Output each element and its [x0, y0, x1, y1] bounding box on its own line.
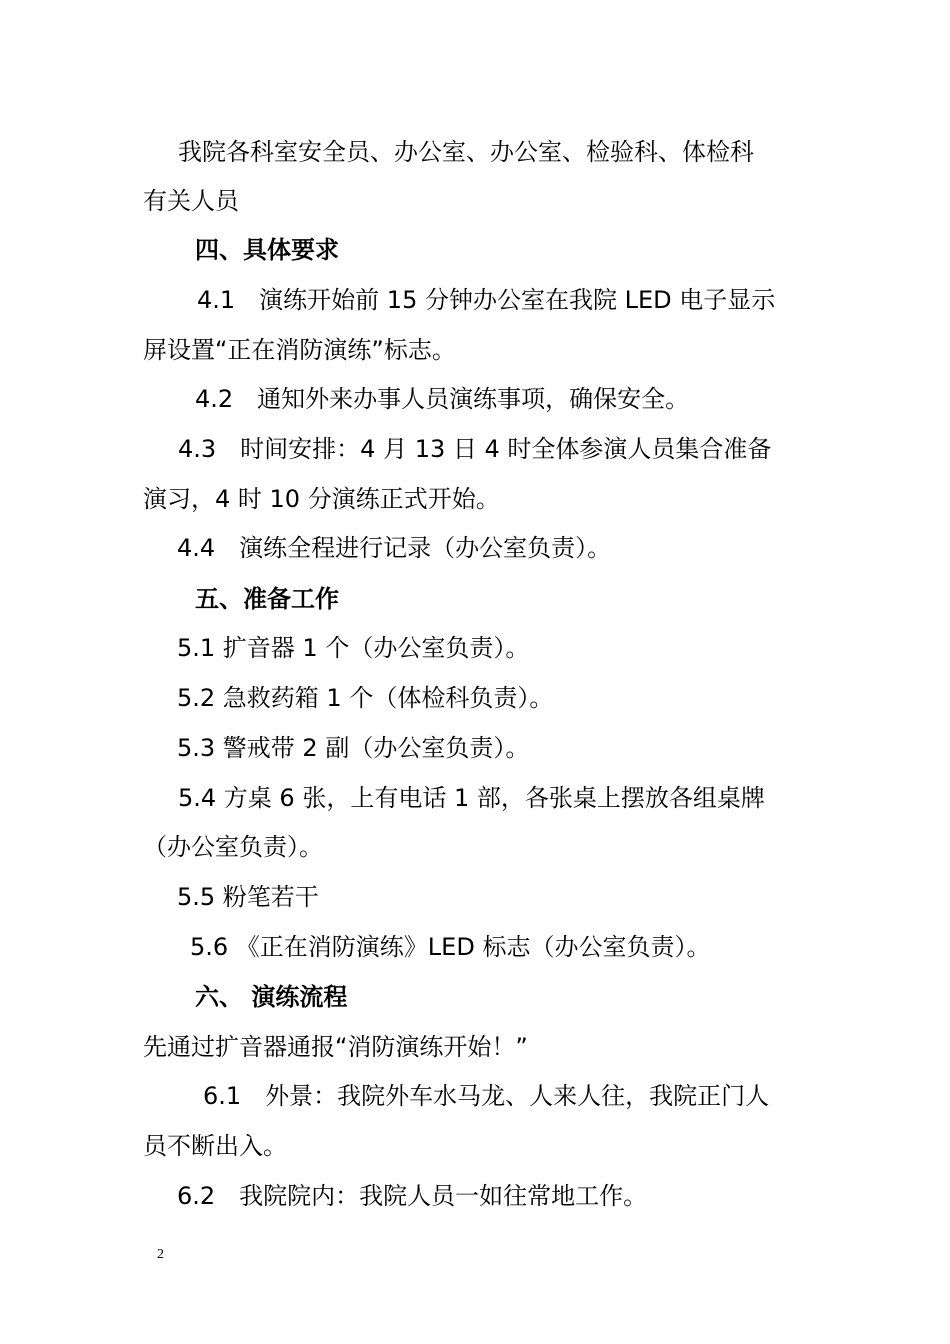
section-heading-requirements: 四、具体要求	[195, 236, 339, 264]
section-heading-preparation: 五、准备工作	[195, 585, 339, 613]
item-5-2: 5.2 急救药箱 1 个（体检科负责）。	[177, 684, 554, 712]
item-4-1-line-1: 4.1 演练开始前 15 分钟办公室在我院 LED 电子显示	[197, 286, 776, 314]
section-heading-drill-process: 六、 演练流程	[195, 983, 348, 1011]
item-5-1: 5.1 扩音器 1 个（办公室负责）。	[177, 634, 530, 662]
paragraph-participants-line-1: 我院各科室安全员、办公室、办公室、检验科、体检科	[178, 138, 754, 166]
page-number: 2	[157, 1247, 164, 1262]
item-6-1-line-1: 6.1 外景：我院外车水马龙、人来人往，我院正门人	[203, 1082, 770, 1110]
item-4-3-line-1: 4.3 时间安排：4 月 13 日 4 时全体参演人员集合准备	[178, 435, 772, 463]
item-4-4: 4.4 演练全程进行记录（办公室负责）。	[177, 534, 612, 562]
item-5-4-line-1: 5.4 方桌 6 张，上有电话 1 部，各张桌上摆放各组桌牌	[178, 784, 765, 812]
item-5-6: 5.6 《正在消防演练》LED 标志（办公室负责）。	[190, 933, 711, 961]
item-5-5: 5.5 粉笔若干	[177, 883, 319, 911]
item-6-1-line-2: 员不断出入。	[143, 1132, 287, 1160]
item-6-2: 6.2 我院院内：我院人员一如往常地工作。	[177, 1182, 648, 1210]
item-5-3: 5.3 警戒带 2 副（办公室负责）。	[177, 734, 530, 762]
paragraph-participants-line-2: 有关人员	[143, 187, 239, 215]
item-5-4-line-2: （办公室负责）。	[143, 833, 323, 861]
item-4-1-line-2: 屏设置“正在消防演练”标志。	[143, 336, 456, 364]
drill-start-announcement: 先通过扩音器通报“消防演练开始！”	[143, 1033, 528, 1061]
item-4-2: 4.2 通知外来办事人员演练事项，确保安全。	[195, 385, 690, 413]
item-4-3-line-2: 演习，4 时 10 分演练正式开始。	[143, 485, 500, 513]
